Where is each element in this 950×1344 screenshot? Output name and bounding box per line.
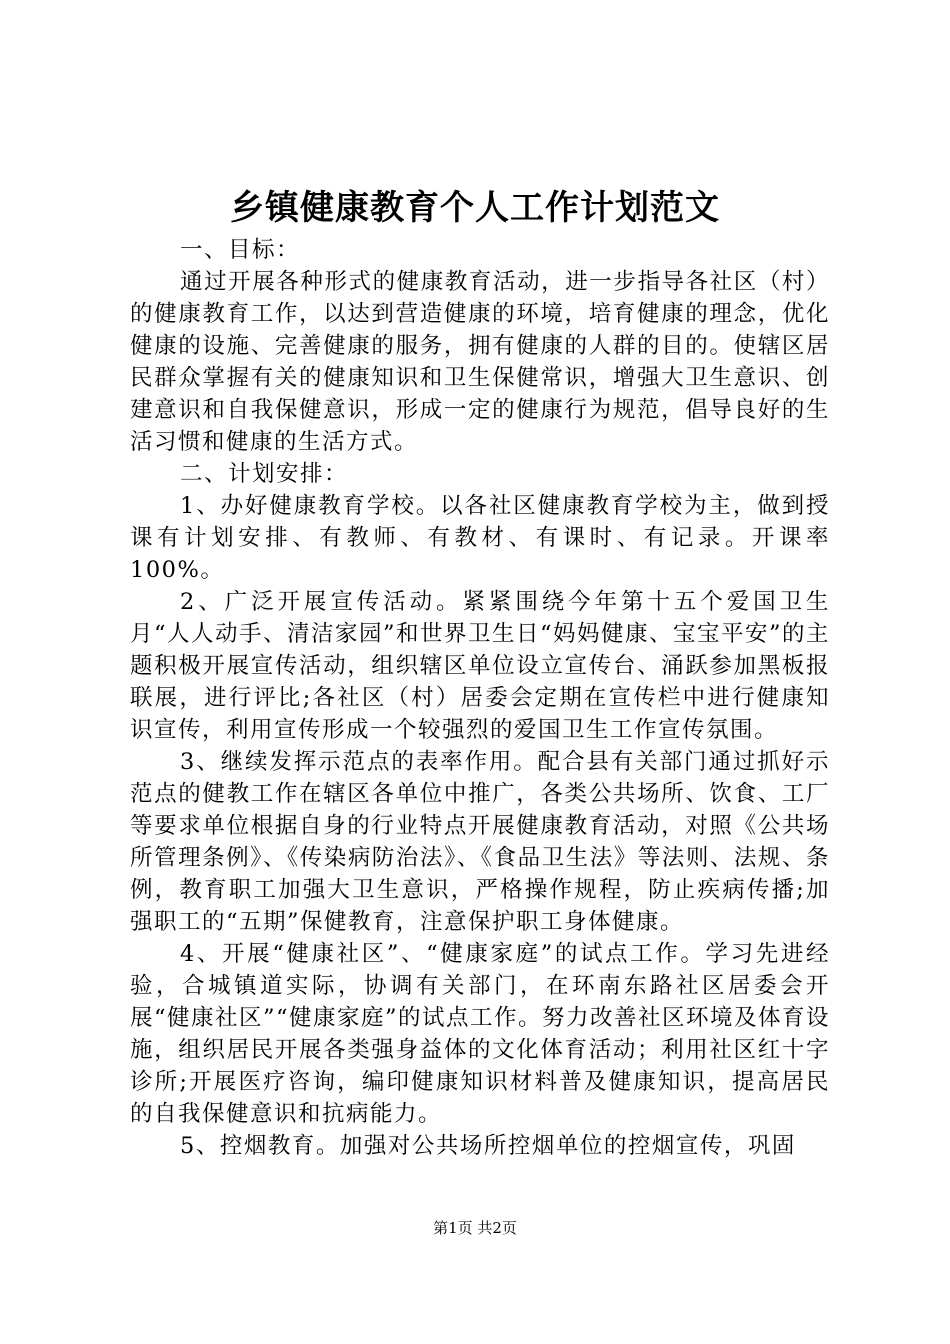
paragraph-item-3: 3、继续发挥示范点的表率作用。配合县有关部门通过抓好示范点的健教工作在辖区各单位中推广，各类公共场所、饮食、工厂等要求单位根据自身的行业特点开展健康教育活动，对照《公共场所管理条例》、《传染病防治法》、《食品卫生法》等法则、法规、条例，教育职工加强大卫生意识，严格操作规程，防止疾病传播;加强职工的“五期”保健教育，注意保护职工身体健康。 bbox=[130, 749, 830, 935]
document-title: 乡镇健康教育个人工作计划范文 bbox=[230, 188, 720, 228]
section-heading-goals: 一、目标： bbox=[180, 237, 301, 263]
paragraph-item-2: 2、广泛开展宣传活动。紧紧围绕今年第十五个爱国卫生月“人人动手、清洁家园”和世界卫生日“妈妈健康、宝宝平安”的主题积极开展宣传活动，组织辖区单位设立宣传台、涌跃参加黑板报联展，进行评比;各社区（村）居委会定期在宣传栏中进行健康知识宣传，利用宣传形成一个较强烈的爱国卫生工作宣传氛围。 bbox=[130, 589, 831, 743]
paragraph-item-4: 4、开展“健康社区”、“健康家庭”的试点工作。学习先进经验，合城镇道实际，协调有关部门，在环南东路社区居委会开展“健康社区”“健康家庭”的试点工作。努力改善社区环境及体育设施，组织居民开展各类强身益体的文化体育活动；利用社区红十字诊所;开展医疗咨询，编印健康知识材料普及健康知识，提高居民的自我保健意识和抗病能力。 bbox=[130, 941, 831, 1127]
document-body bbox=[130, 234, 830, 1162]
page-footer: 第1页 共2页 bbox=[433, 1219, 517, 1237]
paragraph-goals: 通过开展各种形式的健康教育活动，进一步指导各社区（村）的健康教育工作，以达到营造健康的环境，培育健康的理念，优化健康的设施、完善健康的服务，拥有健康的人群的目的。使辖区居民群众掌握有关的健康知识和卫生保健常识，增强大卫生意识、创建意识和自我保健意识，形成一定的健康行为规范，倡导良好的生活习惯和健康的生活方式。 bbox=[130, 269, 830, 455]
section-heading-plan: 二、计划安排： bbox=[180, 461, 349, 487]
paragraph-item-1: 1、办好健康教育学校。以各社区健康教育学校为主，做到授课有计划安排、有教师、有教材、有课时、有记录。开课率100%。 bbox=[130, 493, 830, 583]
paragraph-item-5: 5、控烟教育。加强对公共场所控烟单位的控烟宣传，巩固 bbox=[180, 1133, 796, 1159]
